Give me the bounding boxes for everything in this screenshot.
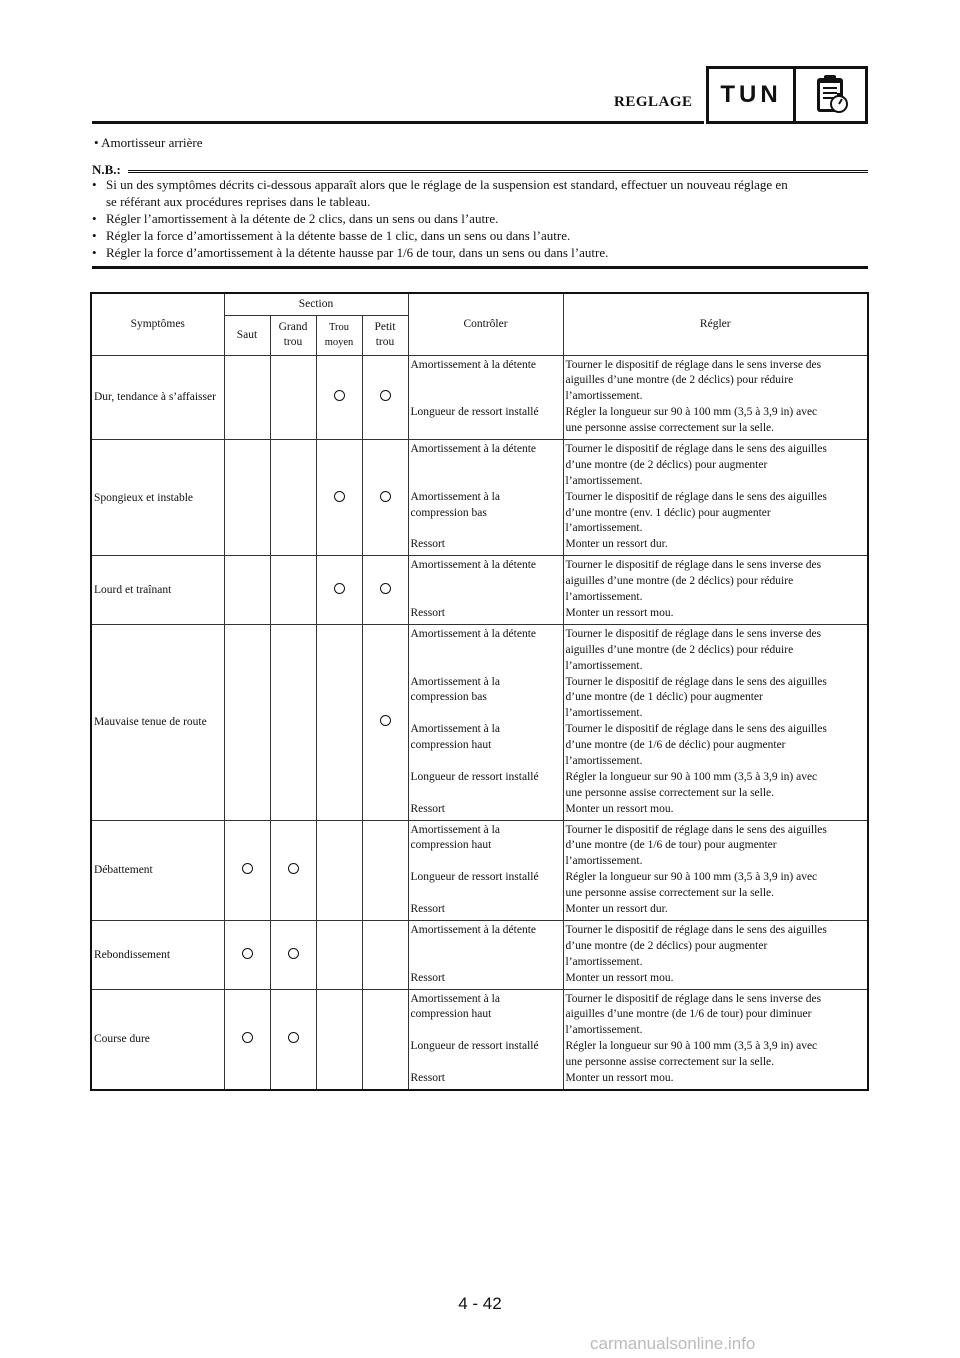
check-item [411,923,561,971]
adjust-item [566,606,866,622]
note-item [92,176,870,210]
adjust-line: Tourner le dispositif de réglage dans le sens des aiguilles [565,490,827,503]
circle-mark-icon [242,948,253,959]
adjust-line: l’amortissement. [565,591,643,604]
adjust-line: Tourner le dispositif de réglage dans le sens des aiguilles [565,442,827,455]
note-line: • Régler la force d’amortissement à la détente hausse par 1/6 de tour, dans un sens ou dans l’autre. [106,245,609,260]
check-item [411,405,561,437]
nb-rule [128,170,868,173]
check-line: Ressort [410,903,445,916]
adjust-line: Tourner le dispositif de réglage dans le sens inverse des [565,992,822,1005]
symptom-cell: Course dure [91,989,224,1090]
adjust-line: aiguilles d’une montre (de 2 déclics) pour réduire [565,643,794,656]
check-item [411,358,561,406]
page-number: 4 - 42 [458,1294,502,1313]
circle-mark-icon [334,491,345,502]
section-mark-cell [270,820,316,920]
adjust-item [566,770,866,802]
adjust-item [566,558,866,606]
section-mark-cell [316,920,362,989]
check-line: compression haut [410,839,492,852]
circle-mark-icon [334,583,345,594]
check-item [411,802,561,818]
section-mark-cell [316,439,362,555]
adjust-item [566,923,866,971]
check-item [411,1071,561,1087]
circle-mark-icon [288,948,299,959]
check-line: Amortissement à la détente [410,358,537,371]
section-mark-cell [224,920,270,989]
check-line: Amortissement à la détente [410,923,537,936]
section-mark-cell [224,624,270,820]
header-section: Section [224,293,408,315]
adjust-item [566,902,866,918]
check-line: Amortissement à la détente [410,442,537,455]
header-rule [92,121,704,124]
symptom-cell: Dur, tendance à s’affaisser [91,355,224,439]
check-item [411,537,561,553]
header-adjust: Régler [563,293,868,355]
check-item [411,442,561,490]
check-item [411,870,561,902]
adjust-line: d’une montre (de 2 déclics) pour augmenter [565,458,768,471]
circle-mark-icon [334,390,345,401]
section-mark-cell [362,989,408,1090]
check-line: Ressort [410,1072,445,1085]
tun-badge-text: TUN [709,69,796,121]
check-item [411,902,561,918]
check-line: Amortissement à la [410,490,500,503]
header-section-col [224,315,270,355]
adjust-line: une personne assise correctement sur la selle. [565,1056,775,1069]
check-cell [408,820,563,920]
intro-bullet: • Amortisseur arrière [94,135,203,150]
adjust-item [566,1039,866,1071]
section-mark-cell [270,920,316,989]
note-line: • Régler la force d’amortissement à la détente basse de 1 clic, dans un sens ou dans l’autre. [106,228,571,243]
adjust-item [566,627,866,675]
adjust-line: l’amortissement. [565,855,643,868]
section-mark-cell [224,355,270,439]
check-line: compression bas [410,506,487,519]
check-line: Ressort [410,971,445,984]
adjust-line: une personne assise correctement sur la selle. [565,887,775,900]
adjust-line: une personne assise correctement sur la selle. [565,786,775,799]
adjust-line: d’une montre (de 1/6 de tour) pour augmenter [565,839,777,852]
adjust-line: l’amortissement. [565,474,643,487]
header-section-line: Petit [374,321,396,333]
header-section-line: trou [375,336,395,348]
symptom-cell: Rebondissement [91,920,224,989]
note-item [92,227,870,244]
circle-mark-icon [242,1032,253,1043]
check-cell [408,624,563,820]
note-line: • Si un des symptômes décrits ci-dessous apparaît alors que le réglage de la suspension est standard, effectuer un nouveau réglage en [106,177,788,192]
check-line: Amortissement à la [410,675,500,688]
symptom-cell: Débattement [91,820,224,920]
check-line: Longueur de ressort installé [410,1040,539,1053]
adjust-line: Monter un ressort mou. [565,971,674,984]
adjust-line: Tourner le dispositif de réglage dans le sens des aiguilles [565,675,827,688]
adjust-line: Monter un ressort mou. [565,1072,674,1085]
circle-mark-icon [380,715,391,726]
section-mark-cell [316,556,362,625]
adjust-item [566,442,866,490]
check-line: Ressort [410,802,445,815]
section-mark-cell [224,439,270,555]
adjust-line: Régler la longueur sur 90 à 100 mm (3,5 à 3,9 in) avec [565,770,818,783]
adjust-cell [563,355,868,439]
check-cell [408,355,563,439]
section-mark-cell [224,989,270,1090]
adjust-line: aiguilles d’une montre (de 2 déclics) pour réduire [565,575,794,588]
adjust-line: Tourner le dispositif de réglage dans le sens des aiguilles [565,723,827,736]
adjust-line: Régler la longueur sur 90 à 100 mm (3,5 à 3,9 in) avec [565,406,818,419]
adjust-cell [563,920,868,989]
circle-mark-icon [380,390,391,401]
tuning-table [90,292,869,1091]
header-section-line: Grand [278,321,308,333]
table-row [91,624,868,820]
check-item [411,675,561,723]
check-item [411,606,561,622]
section-mark-cell [316,624,362,820]
notes-rule [92,266,868,269]
adjust-line: Monter un ressort dur. [565,903,668,916]
check-line: compression haut [410,739,492,752]
tun-badge [706,66,868,124]
adjust-line: d’une montre (de 1 déclic) pour augmenter [565,691,763,704]
adjust-line: l’amortissement. [565,522,643,535]
section-mark-cell [362,920,408,989]
check-line: Amortissement à la [410,992,500,1005]
check-item [411,992,561,1040]
adjust-line: l’amortissement. [565,659,643,672]
adjust-line: d’une montre (de 1/6 de déclic) pour augmenter [565,739,786,752]
adjust-line: Tourner le dispositif de réglage dans le sens inverse des [565,358,822,371]
adjust-item [566,537,866,553]
adjust-line: l’amortissement. [565,955,643,968]
circle-mark-icon [288,863,299,874]
check-cell [408,556,563,625]
section-mark-cell [270,439,316,555]
adjust-line: l’amortissement. [565,707,643,720]
section-mark-cell [362,820,408,920]
header-check: Contrôler [408,293,563,355]
adjust-item [566,358,866,406]
header-section-col [362,315,408,355]
section-mark-cell [362,439,408,555]
table-row [91,355,868,439]
table-row [91,920,868,989]
adjust-line: aiguilles d’une montre (de 2 déclics) pour réduire [565,374,794,387]
adjust-cell [563,439,868,555]
check-line: Amortissement à la [410,823,500,836]
symptom-cell: Lourd et traînant [91,556,224,625]
adjust-line: l’amortissement. [565,755,643,768]
adjust-line: d’une montre (de 2 déclics) pour augmenter [565,939,768,952]
adjust-cell [563,556,868,625]
section-mark-cell [362,355,408,439]
check-line: Amortissement à la [410,723,500,736]
symptom-cell: Mauvaise tenue de route [91,624,224,820]
adjust-line: l’amortissement. [565,1024,643,1037]
check-line: Amortissement à la détente [410,559,537,572]
header-section-line: Trou [328,322,350,333]
adjust-item [566,992,866,1040]
adjust-line: Régler la longueur sur 90 à 100 mm (3,5 à 3,9 in) avec [565,871,818,884]
table-row [91,439,868,555]
note-line: • Régler l’amortissement à la détente de 2 clics, dans un sens ou dans l’autre. [106,211,499,226]
adjust-item [566,802,866,818]
section-mark-cell [316,820,362,920]
check-line: Ressort [410,538,445,551]
header-section-line: trou [283,336,303,348]
section-mark-cell [316,355,362,439]
adjust-line: d’une montre (env. 1 déclic) pour augmenter [565,506,771,519]
check-item [411,490,561,538]
adjust-item [566,675,866,723]
adjust-line: aiguilles d’une montre (de 1/6 de tour) pour diminuer [565,1008,812,1021]
watermark: carmanualsonline.info [590,1334,756,1353]
symptom-cell: Spongieux et instable [91,439,224,555]
notes-list [92,176,870,261]
check-line: compression bas [410,691,487,704]
intro-text: Amortisseur arrière [101,135,203,150]
section-mark-cell [224,556,270,625]
note-item [92,244,870,261]
header-section-line: Saut [236,328,258,341]
clipboard-stopwatch-icon [796,69,865,121]
header-section-line: moyen [324,337,354,348]
adjust-cell [563,820,868,920]
nb-label: N.B.: [92,162,121,177]
section-mark-cell [270,624,316,820]
check-line: Ressort [410,606,445,619]
header-symptoms: Symptômes [91,293,224,355]
note-line: se référant aux procédures reprises dans le tableau. [106,194,371,209]
adjust-cell [563,624,868,820]
adjust-item [566,490,866,538]
section-title: REGLAGE [614,94,693,110]
check-line: Longueur de ressort installé [410,406,539,419]
table-row [91,556,868,625]
check-item [411,1039,561,1071]
adjust-line: Tourner le dispositif de réglage dans le sens des aiguilles [565,923,827,936]
circle-mark-icon [380,583,391,594]
adjust-line: Monter un ressort mou. [565,606,674,619]
header-section-col [270,315,316,355]
check-cell [408,920,563,989]
adjust-line: Tourner le dispositif de réglage dans le sens des aiguilles [565,823,827,836]
check-item [411,722,561,770]
check-cell [408,439,563,555]
section-mark-cell [362,556,408,625]
check-line: Amortissement à la détente [410,627,537,640]
adjust-item [566,722,866,770]
section-mark-cell [224,820,270,920]
table-row [91,989,868,1090]
adjust-item [566,1071,866,1087]
check-line: compression haut [410,1008,492,1021]
check-item [411,627,561,675]
check-item [411,971,561,987]
adjust-item [566,823,866,871]
check-line: Longueur de ressort installé [410,770,539,783]
adjust-item [566,870,866,902]
adjust-item [566,971,866,987]
adjust-line: Monter un ressort dur. [565,538,668,551]
check-line: Longueur de ressort installé [410,871,539,884]
table-row [91,820,868,920]
header-section-col [316,315,362,355]
section-mark-cell [270,556,316,625]
adjust-line: l’amortissement. [565,390,643,403]
adjust-line: Tourner le dispositif de réglage dans le sens inverse des [565,627,822,640]
section-mark-cell [270,989,316,1090]
adjust-item [566,405,866,437]
check-item [411,823,561,871]
section-mark-cell [270,355,316,439]
adjust-line: Régler la longueur sur 90 à 100 mm (3,5 à 3,9 in) avec [565,1040,818,1053]
adjust-line: une personne assise correctement sur la selle. [565,422,775,435]
circle-mark-icon [380,491,391,502]
circle-mark-icon [242,863,253,874]
check-item [411,558,561,606]
adjust-line: Tourner le dispositif de réglage dans le sens inverse des [565,559,822,572]
circle-mark-icon [288,1032,299,1043]
note-item [92,210,870,227]
check-cell [408,989,563,1090]
check-item [411,770,561,802]
adjust-cell [563,989,868,1090]
section-mark-cell [316,989,362,1090]
adjust-line: Monter un ressort mou. [565,802,674,815]
section-mark-cell [362,624,408,820]
